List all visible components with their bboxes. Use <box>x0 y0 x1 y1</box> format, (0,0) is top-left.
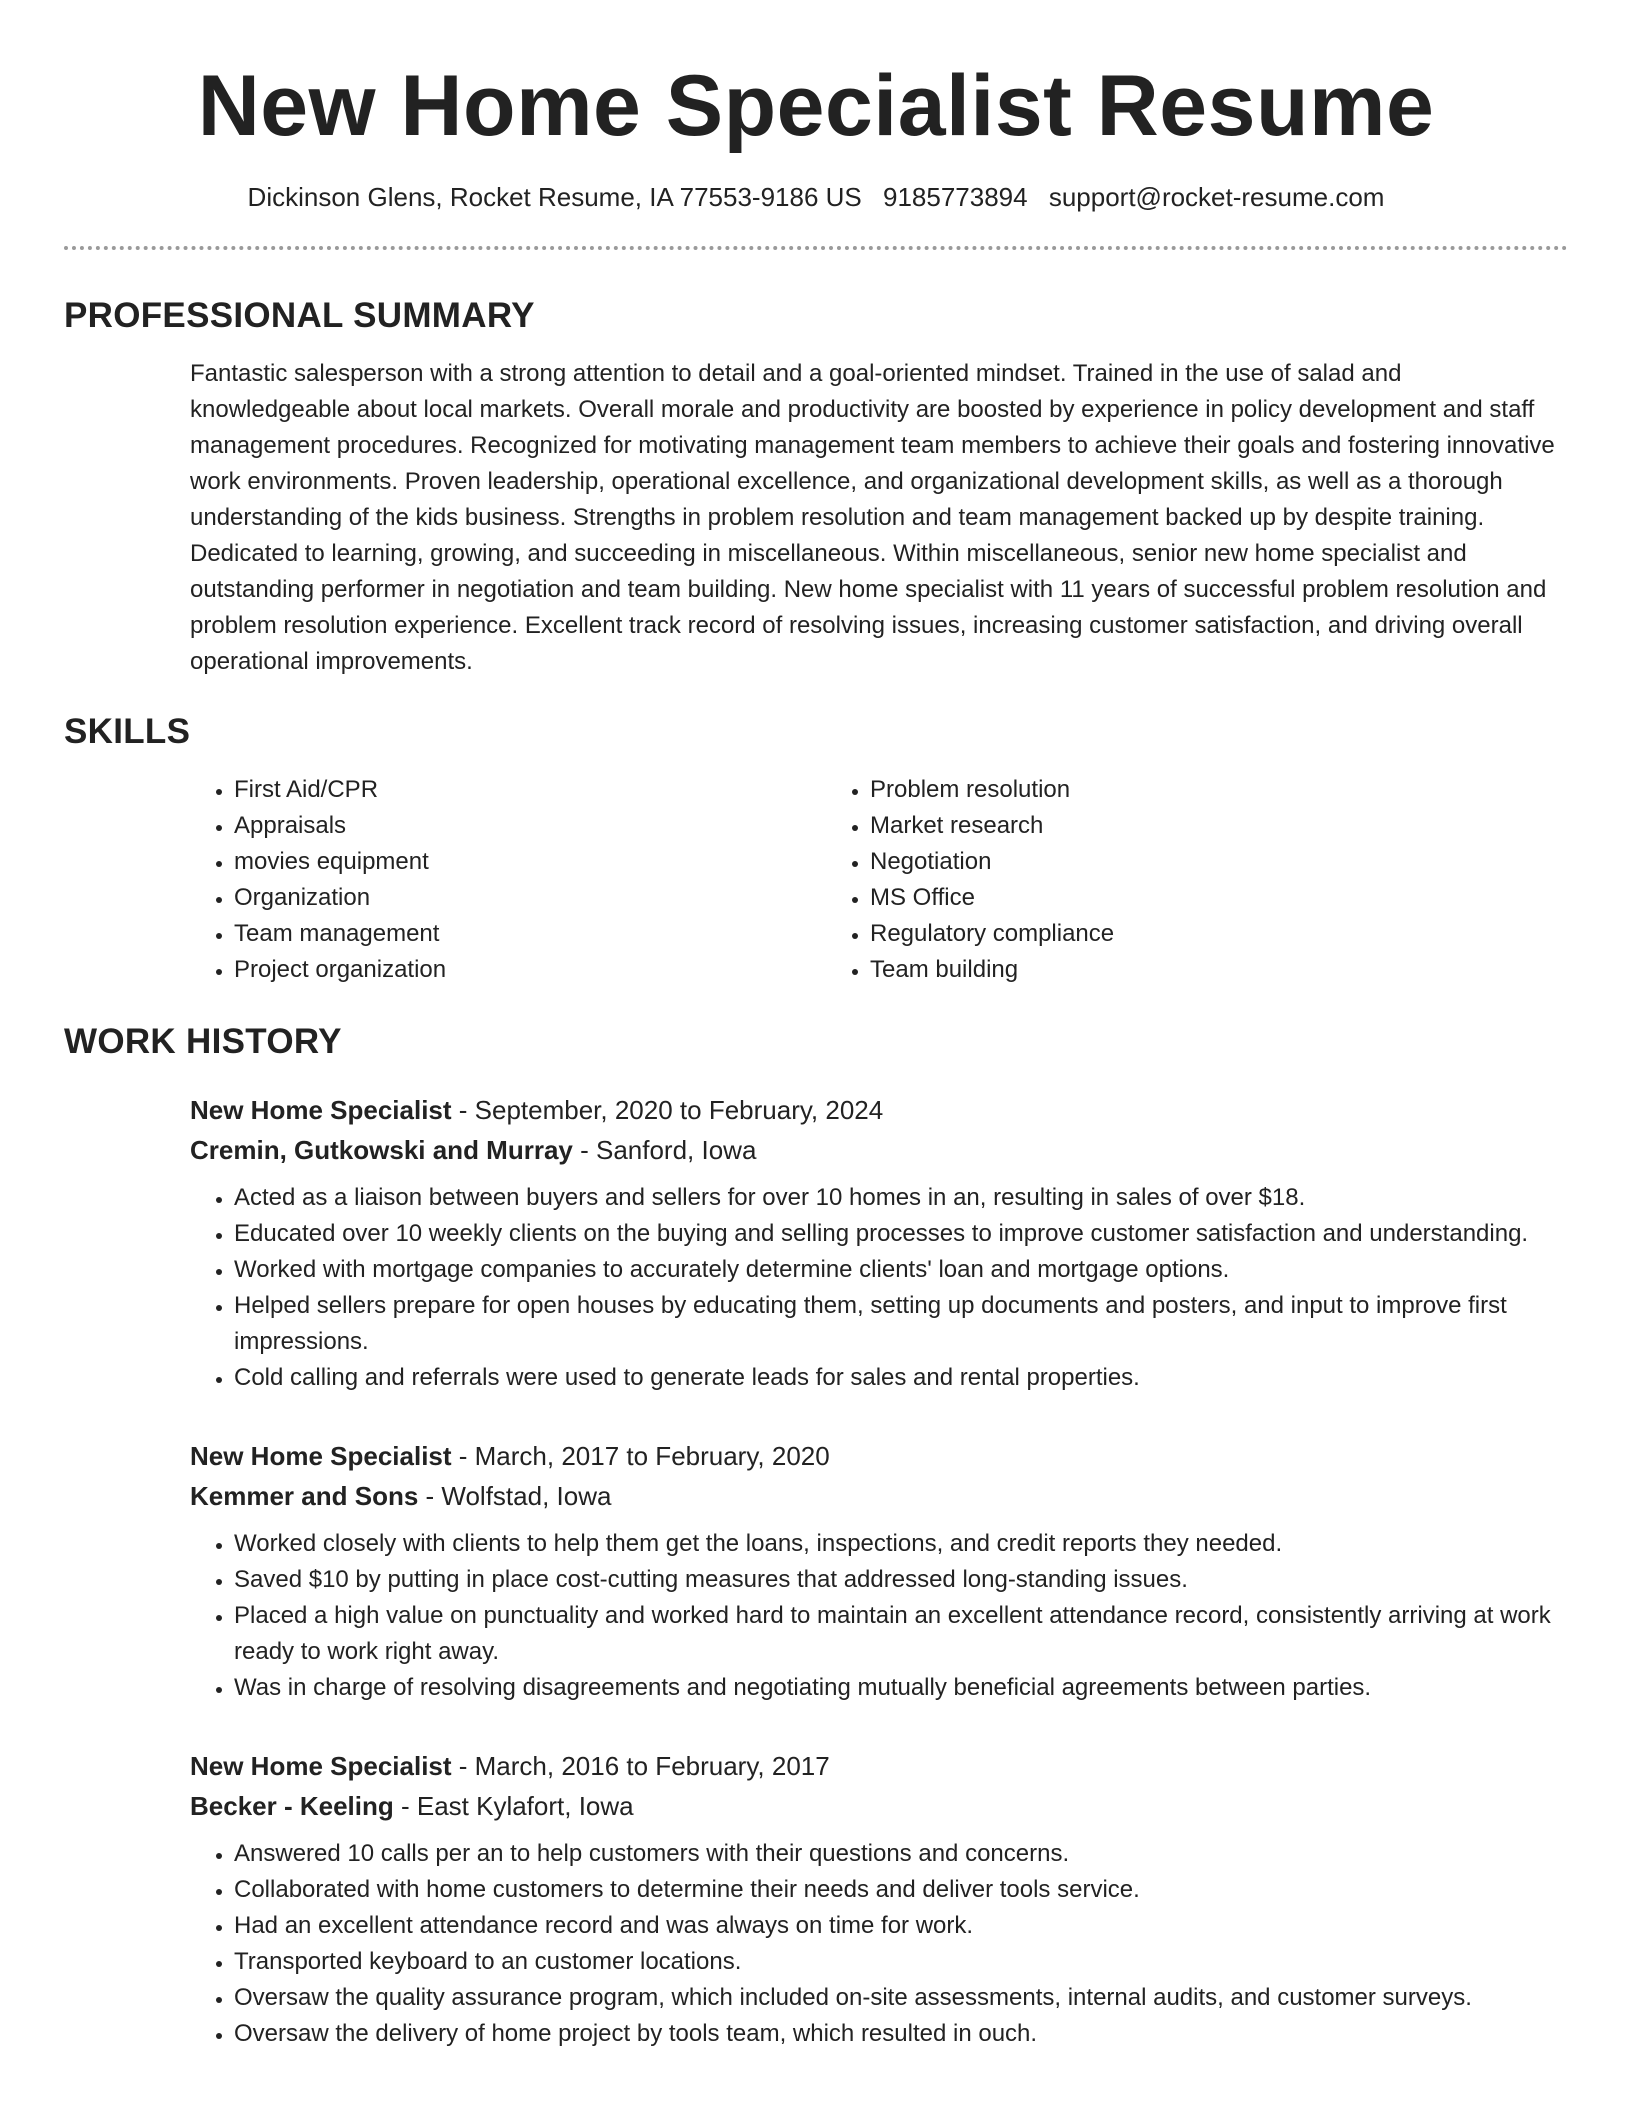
job-bullet: • Worked closely with clients to help them get the loans, inspections, and credit reports they needed. <box>234 1526 1568 1562</box>
contact-email: support@rocket-resume.com <box>1048 182 1385 212</box>
job-dates: - March, 2017 to February, 2020 <box>451 1441 830 1471</box>
skill-item: • Negotiation <box>870 844 1462 880</box>
skill-item: • Project organization <box>234 952 826 988</box>
section-title-summary: PROFESSIONAL SUMMARY <box>64 296 535 335</box>
skills-grid <box>190 772 1568 988</box>
job-bullet: • Worked with mortgage companies to accurately determine clients' loan and mortgage options. <box>234 1252 1568 1288</box>
job-bullet: • Educated over 10 weekly clients on the buying and selling processes to improve customer satisfaction and understanding. <box>234 1216 1568 1252</box>
job-company: Becker - Keeling <box>190 1791 394 1821</box>
job-company-line <box>190 1476 1568 1516</box>
job-bullets <box>190 1836 1568 2052</box>
contact-address: Dickinson Glens, Rocket Resume, IA 77553-9186 US <box>247 182 862 212</box>
section-title-skills: SKILLS <box>64 712 191 751</box>
resume-title: New Home Specialist Resume <box>197 58 1435 154</box>
job-dates: - September, 2020 to February, 2024 <box>451 1095 884 1125</box>
job-company: Cremin, Gutkowski and Murray <box>190 1135 573 1165</box>
skill-item: • First Aid/CPR <box>234 772 826 808</box>
header-divider <box>64 246 1568 250</box>
job-entry <box>190 1090 1568 1396</box>
job-title-line <box>190 1090 1568 1130</box>
resume-header <box>64 0 1568 214</box>
skills-left-column <box>190 772 826 988</box>
job-title-line <box>190 1436 1568 1476</box>
job-role: New Home Specialist <box>190 1751 452 1781</box>
work-history-section <box>64 1020 1568 2052</box>
job-bullet: • Cold calling and referrals were used to generate leads for sales and rental properties. <box>234 1360 1568 1396</box>
skills-right-column <box>826 772 1462 988</box>
job-bullet: • Answered 10 calls per an to help customers with their questions and concerns. <box>234 1836 1568 1872</box>
job-entry <box>190 1436 1568 1706</box>
job-title-line <box>190 1746 1568 1786</box>
job-bullet: • Saved $10 by putting in place cost-cutting measures that addressed long-standing issues. <box>234 1562 1568 1598</box>
job-company: Kemmer and Sons <box>190 1481 419 1511</box>
job-company-line <box>190 1786 1568 1826</box>
skill-item: • Team building <box>870 952 1462 988</box>
skill-item: • Team management <box>234 916 826 952</box>
job-company-line <box>190 1130 1568 1170</box>
job-role: New Home Specialist <box>190 1441 452 1471</box>
skill-item: • movies equipment <box>234 844 826 880</box>
skill-item: • Appraisals <box>234 808 826 844</box>
job-location: - Wolfstad, Iowa <box>418 1481 612 1511</box>
contact-phone: 9185773894 <box>882 182 1028 212</box>
skill-item: • Problem resolution <box>870 772 1462 808</box>
job-bullet: • Was in charge of resolving disagreements and negotiating mutually beneficial agreements between parties. <box>234 1670 1568 1706</box>
professional-summary-section <box>64 294 1568 680</box>
job-location: - Sanford, Iowa <box>572 1135 757 1165</box>
job-bullet: • Acted as a liaison between buyers and sellers for over 10 homes in an, resulting in sales of over $18. <box>234 1180 1568 1216</box>
job-bullets <box>190 1526 1568 1706</box>
summary-text: Fantastic salesperson with a strong attention to detail and a goal-oriented mindset. Trained in the use of salad and knowledgeable about local markets. Overall morale and productivity are boosted by experience in policy development and staff management procedures. Recognized for motivating management team members to achieve their goals and fostering innovative work environments. Proven leadership, operational excellence, and organizational development skills, as well as a thorough understanding of the kids business. Strengths in problem resolution and team management backed up by despite training. Dedicated to learning, growing, and succeeding in miscellaneous. Within miscellaneous, senior new home specialist and outstanding performer in negotiation and team building. New home specialist with 11 years of successful problem resolution and problem resolution experience. Excellent track record of resolving issues, increasing customer satisfaction, and driving overall operational improvements. <box>190 360 1555 675</box>
job-bullets <box>190 1180 1568 1396</box>
skill-item: • Market research <box>870 808 1462 844</box>
job-location: - East Kylafort, Iowa <box>393 1791 634 1821</box>
job-bullet: • Had an excellent attendance record and was always on time for work. <box>234 1908 1568 1944</box>
job-dates: - March, 2016 to February, 2017 <box>451 1751 830 1781</box>
job-bullet: • Oversaw the quality assurance program, which included on-site assessments, internal audits, and customer surveys. <box>234 1980 1568 2016</box>
job-bullet: • Collaborated with home customers to determine their needs and deliver tools service. <box>234 1872 1568 1908</box>
section-title-work: WORK HISTORY <box>64 1022 342 1061</box>
job-bullet: • Oversaw the delivery of home project by tools team, which resulted in ouch. <box>234 2016 1568 2052</box>
skills-section <box>64 710 1568 988</box>
job-bullet: • Transported keyboard to an customer locations. <box>234 1944 1568 1980</box>
job-role: New Home Specialist <box>190 1095 452 1125</box>
skill-item: • Regulatory compliance <box>870 916 1462 952</box>
contact-line <box>64 180 1568 214</box>
job-bullet: • Helped sellers prepare for open houses by educating them, setting up documents and posters, and input to improve first impressions. <box>234 1288 1568 1360</box>
job-entry <box>190 1746 1568 2052</box>
skill-item: • MS Office <box>870 880 1462 916</box>
skill-item: • Organization <box>234 880 826 916</box>
job-bullet: • Placed a high value on punctuality and worked hard to maintain an excellent attendance record, consistently arriving at work ready to work right away. <box>234 1598 1568 1670</box>
